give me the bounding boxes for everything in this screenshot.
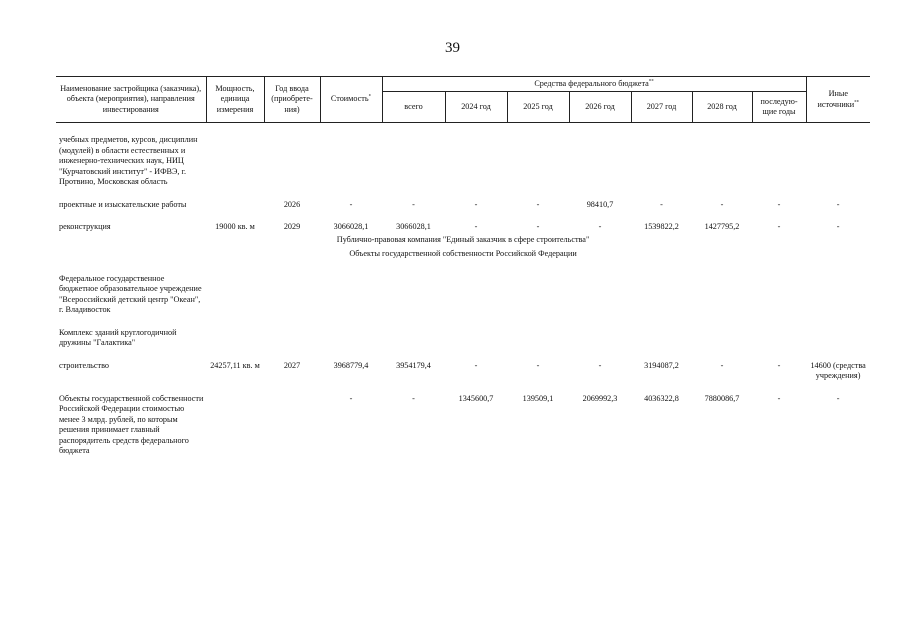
table-row [56, 361, 870, 382]
cell-2027: 1539822,2 [644, 222, 679, 231]
row-name: Комплекс зданий круглогодичной дружины "Галактика" [59, 327, 177, 347]
header-2028: 2028 год [692, 92, 752, 123]
header-2026: 2026 год [569, 92, 631, 123]
table-row [56, 394, 870, 457]
cell-later: - [777, 199, 781, 209]
cell-2028: 7880086,7 [704, 393, 740, 403]
cell-total: - [412, 199, 415, 209]
header-total: всего [382, 92, 445, 123]
cell-2024: - [474, 222, 478, 231]
cell-cost: - [349, 393, 353, 403]
cell-later: - [777, 393, 781, 403]
row-name: проектные и изыскательские работы [59, 199, 187, 209]
header-other-sources: Иные источники** [806, 77, 870, 123]
cell-2024: - [474, 199, 478, 209]
cell-2025: - [536, 360, 540, 370]
header-later-years: последую- щие годы [752, 92, 806, 123]
cell-2026: 2069992,3 [582, 393, 618, 403]
cell-2026: - [598, 360, 602, 370]
header-federal-budget: Средства федерального бюджета** [382, 77, 806, 92]
cell-capacity [206, 394, 264, 457]
cell-other: 14600 (средства учреждения) [810, 360, 866, 380]
row-name: Объекты государственной собственности Российской Федерации стоимостью менее 3 млрд. рублей, по которым решения принимает главный распорядитель средств федерального бюджета [59, 393, 204, 455]
cell-2027: - [660, 199, 663, 209]
row-name: Федеральное государственное бюджетное образовательное учреждение "Всероссийский детский центр "Океан", г. Владивосток [59, 273, 202, 314]
table-row [56, 222, 870, 233]
cell-later: - [777, 222, 781, 231]
cell-2027: 3194087,2 [644, 360, 679, 370]
cell-year: 2027 [283, 360, 301, 370]
header-2027: 2027 год [631, 92, 692, 123]
cell-total: 3066028,1 [396, 222, 431, 231]
cell-2024: - [474, 360, 478, 370]
cell-2025: - [536, 199, 540, 209]
cell-2024: 1345600,7 [458, 393, 494, 403]
header-cost: Стоимость* [320, 77, 382, 123]
table-row [56, 274, 870, 316]
header-year: Год ввода (приобрете- ния) [264, 77, 320, 123]
table-row [56, 200, 870, 211]
cell-year: 2026 [283, 199, 301, 209]
cell-other: - [836, 393, 840, 403]
cell-2028: 1427795,2 [704, 222, 740, 231]
cell-2026: 98410,7 [586, 199, 614, 209]
header-name: Наименование застройщика (заказчика), объекта (мероприятия), направления инвестирования [56, 77, 206, 123]
section-ownership: Объекты государственной собственности Российской Федерации [349, 249, 577, 258]
cell-other: - [836, 222, 840, 231]
cell-capacity: 24257,11 кв. м [210, 360, 260, 370]
row-name: строительство [59, 360, 110, 370]
cell-cost: - [349, 199, 353, 209]
section-heading-row [56, 247, 870, 262]
cell-2027: 4036322,8 [644, 393, 679, 403]
cell-2025: 139509,1 [522, 393, 554, 403]
cell-capacity: 19000 кв. м [215, 222, 255, 231]
cell-capacity [206, 200, 264, 211]
header-capacity: Мощность, единица измерения [206, 77, 264, 123]
cell-2025: - [536, 222, 540, 231]
cell-2028: - [720, 360, 724, 370]
header-2025: 2025 год [507, 92, 569, 123]
cell-2026: - [598, 222, 602, 231]
cell-year: 2029 [283, 222, 301, 231]
table-row [56, 328, 870, 349]
cell-other: - [836, 199, 840, 209]
cell-later: - [777, 360, 781, 370]
section-customer: Публично-правовая компания "Единый заказчик в сфере строительства" [336, 234, 590, 244]
row-name: реконструкция [59, 222, 111, 231]
cell-2028: - [720, 199, 724, 209]
cell-cost: 3968779,4 [333, 360, 369, 370]
cell-cost: 3066028,1 [333, 222, 369, 231]
budget-table [56, 76, 870, 457]
table-row [56, 135, 870, 188]
page-number: 39 [445, 40, 460, 56]
row-name: учебных предметов, курсов, дисциплин (модулей) в области естественных и инженерно-технических наук, НИЦ "Курчатовский институт" - ИФВЭ, г. Протвино, Московская область [59, 135, 198, 186]
cell-total: - [412, 393, 415, 403]
section-heading-row [56, 233, 870, 248]
cell-year [264, 394, 320, 457]
header-2024: 2024 год [445, 92, 507, 123]
cell-total: 3954179,4 [396, 360, 431, 370]
